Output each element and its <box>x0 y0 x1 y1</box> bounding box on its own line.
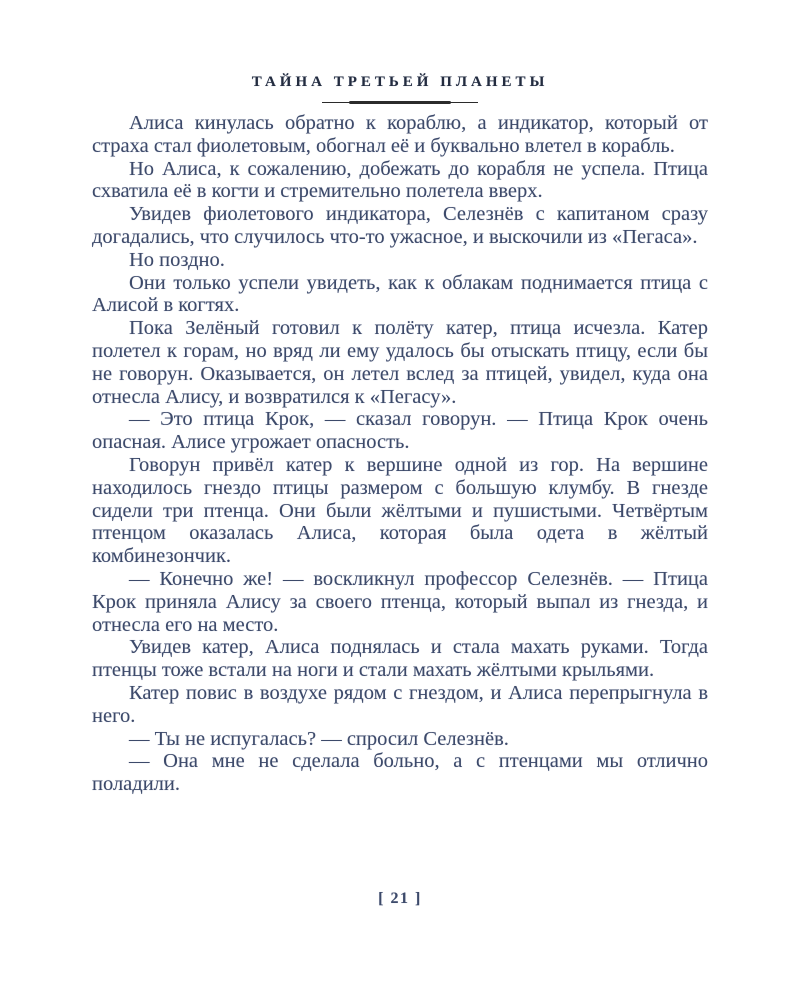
header-rule-thick-line <box>349 101 451 104</box>
paragraph: — Конечно же! — воскликнул профессор Селезнёв. — Птица Крок приняла Алису за своего птенца, который выпал из гнезда, и отнесла его на место. <box>92 567 708 636</box>
paragraph: Увидев катер, Алиса поднялась и стала махать руками. Тогда птенцы тоже встали на ноги и стали махать жёлтыми крыльями. <box>92 636 708 682</box>
header-rule <box>322 101 478 105</box>
paragraph: Говорун привёл катер к вершине одной из гор. На вершине находилось гнездо птицы размером с большую клумбу. В гнезде сидели три птенца. Они были жёлтыми и пушистыми. Четвёртым птенцом оказалась Алиса, которая была одета в жёлтый комбинезончик. <box>92 453 708 568</box>
running-head: ТАЙНА ТРЕТЬЕЙ ПЛАНЕТЫ <box>251 74 549 90</box>
page-number: [ 21 ] <box>378 890 422 907</box>
paragraph: Но Алиса, к сожалению, добежать до корабля не успела. Птица схватила её в когти и стремительно полетела вверх. <box>92 157 708 203</box>
paragraph: — Ты не испугалась? — спросил Селезнёв. <box>129 727 509 750</box>
paragraph: Катер повис в воздухе рядом с гнездом, и Алиса перепрыгнула в него. <box>92 681 708 727</box>
paragraph: Пока Зелёный готовил к полёту катер, птица исчезла. Катер полетел к горам, но вряд ли ему удалось бы отыскать птицу, если бы не говорун. Оказывается, он летел вслед за птицей, увидел, куда она отнесла Алису, и возвратился к «Пегасу». <box>92 317 708 408</box>
paragraph: Но поздно. <box>129 248 225 271</box>
paragraph: Алиса кинулась обратно к кораблю, а индикатор, который от страха стал фиолетовым, обогнал её и буквально влетел в корабль. <box>92 112 708 157</box>
body-text <box>92 112 708 796</box>
paragraph: — Это птица Крок, — сказал говорун. — Птица Крок очень опасная. Алисе угрожает опасность. <box>92 408 708 454</box>
paragraph: — Она мне не сделала больно, а с птенцами мы отлично поладили. <box>92 750 708 796</box>
paragraph: Увидев фиолетового индикатора, Селезнёв с капитаном сразу догадались, что случилось что-то ужасное, и выскочили из «Пегаса». <box>92 203 708 248</box>
paragraph: Они только успели увидеть, как к облакам поднимается птица с Алисой в когтях. <box>92 271 708 317</box>
